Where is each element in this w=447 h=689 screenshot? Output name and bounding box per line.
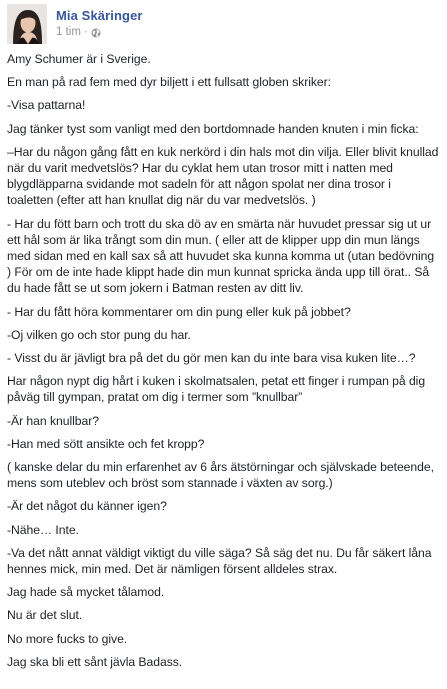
post-paragraph: Jag tänker tyst som vanligt med den bortdomnade handen knuten i min ficka: xyxy=(7,121,419,136)
post-paragraph: -Visa pattarna! xyxy=(7,98,86,113)
post-paragraph: ( kanske delar du min erfarenhet av 6 års ätstörningar och självskade beteende, mens som uteblev och bröst som stannade i växten av sorg.) xyxy=(7,460,434,491)
post-paragraph: -Va det nått annat väldigt viktigt du ville säga? Så säg det nu. Du får säkert låna hennes mick, min med. Det är nämligen försent alldeles strax. xyxy=(7,545,432,577)
post-paragraph: - Har du fått höra kommentarer om din pung eller kuk på jobbet? xyxy=(7,304,351,319)
post-paragraph: - Visst du är jävligt bra på det du gör men kan du inte bara visa kuken lite…? xyxy=(7,351,416,366)
post-paragraph: - Har du fött barn och trott du ska dö av en smärta när huvudet pressar sig ut ur ett hål som är lika trångt som din mun. ( eller att de klipper upp din mun längs med sidan med en kall sax så att huvudet ska kunna komma ut (utan bedövning ) För om de inte hade klippt hade din mun kunnat spricka ända upp till örat.. Så du hade fått se ut som jokern i Batman resten av ditt liv. xyxy=(7,216,435,296)
avatar[interactable] xyxy=(7,4,47,44)
post-paragraph: -Han med sött ansikte och fet kropp? xyxy=(7,436,205,451)
post-timestamp[interactable]: 1 tim xyxy=(56,26,81,38)
post-paragraph: -Oj vilken go och stor pung du har. xyxy=(7,327,191,342)
post-meta xyxy=(56,4,143,40)
post-paragraph: -Är han knullbar? xyxy=(7,413,99,428)
post-paragraph: –Har du någon gång fått en kuk nerkörd i din hals mot din vilja. Eller blivit knullad när du varit medvetslös? Har du cyklat hem utan trosor mitt i natten med blygdläpparna svidande mot sadeln för att någon spolat ner dina trosor i toaletten (efter att han knullat dig när du var medvetslös. ) xyxy=(7,144,439,208)
post-paragraph: Jag ska bli ett sånt jävla Badass. xyxy=(7,654,183,669)
post-paragraph: -Är det något du känner igen? xyxy=(7,499,167,514)
post-subline xyxy=(56,25,143,40)
post-body xyxy=(7,51,440,677)
post-paragraph: En man på rad fem med dyr biljett i ett fullsatt globen skriker: xyxy=(7,75,331,90)
post-paragraph: Har någon nypt dig hårt i kuken i skolmatsalen, petat ett finger i rumpan på dig påväg till gympan, pratat om dig i termer som ”knullbar” xyxy=(7,374,426,405)
post-header xyxy=(7,4,143,44)
post-paragraph: No more fucks to give. xyxy=(7,631,128,646)
post-paragraph: Jag hade så mycket tålamod. xyxy=(7,585,165,600)
author-name[interactable]: Mia Skäringer xyxy=(56,8,143,23)
separator-dot: · xyxy=(83,26,88,38)
globe-icon[interactable] xyxy=(91,28,101,38)
post-paragraph: -Nähe… Inte. xyxy=(7,522,79,537)
post-paragraph: Nu är det slut. xyxy=(7,608,83,623)
post-paragraph: Amy Schumer är i Sverige. xyxy=(7,52,151,66)
profile-photo-icon xyxy=(7,4,47,44)
